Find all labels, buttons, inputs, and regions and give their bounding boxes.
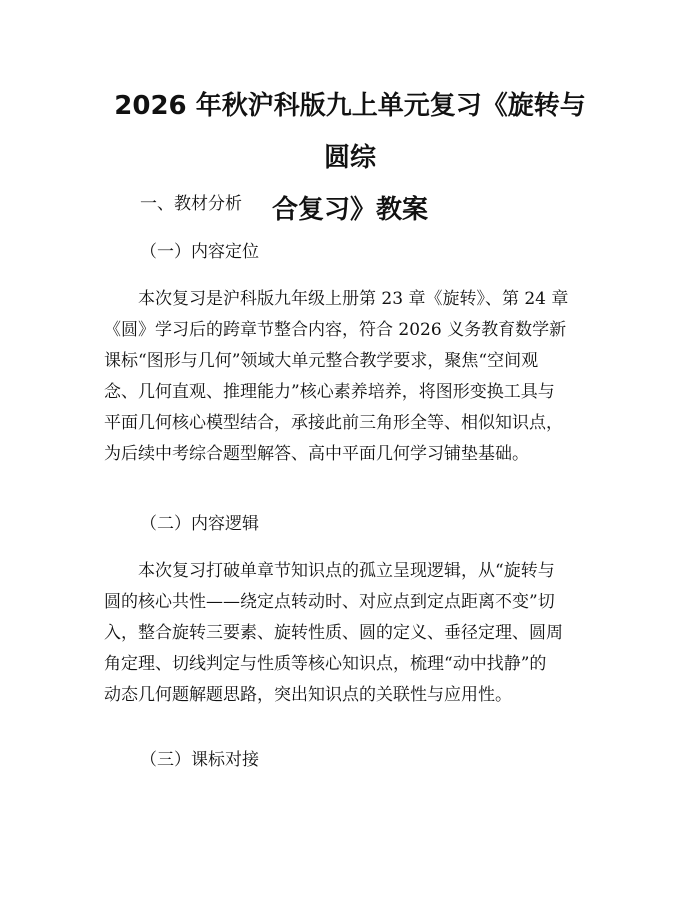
subsection-heading-content-logic: （二）内容逻辑 [140, 514, 259, 534]
paragraph-line: 本次复习是沪科版九年级上册第 23 章《旋转》、第 24 章 [138, 289, 569, 309]
subsection-heading-curriculum-alignment: （三）课标对接 [140, 750, 259, 770]
paragraph-content-positioning [104, 284, 596, 470]
paragraph-line: 入，整合旋转三要素、旋转性质、圆的定义、垂径定理、圆周 [104, 623, 563, 643]
paragraph-line: 圆的核心共性——绕定点转动时、对应点到定点距离不变”切 [104, 592, 555, 612]
subsection-heading-content-positioning: （一）内容定位 [140, 242, 259, 262]
paragraph-line: 《圆》学习后的跨章节整合内容，符合 2026 义务教育数学新 [104, 320, 567, 340]
paragraph-line: 角定理、切线判定与性质等核心知识点，梳理“动中找静”的 [104, 654, 547, 674]
title-line-1: 2026 年秋沪科版九上单元复习《旋转与圆综 [114, 91, 586, 173]
title-line-2: 合复习》教案 [271, 195, 428, 225]
paragraph-line: 课标“图形与几何”领域大单元整合教学要求，聚焦“空间观 [104, 351, 539, 371]
paragraph-line: 念、几何直观、推理能力”核心素养培养，将图形变换工具与 [104, 382, 555, 402]
paragraph-line: 为后续中考综合题型解答、高中平面几何学习铺垫基础。 [104, 444, 529, 464]
paragraph-line: 本次复习打破单章节知识点的孤立呈现逻辑，从“旋转与 [138, 561, 555, 581]
paragraph-line: 动态几何题解题思路，突出知识点的关联性与应用性。 [104, 685, 512, 705]
section-heading-textbook-analysis: 一、教材分析 [140, 194, 242, 214]
paragraph-line: 平面几何核心模型结合，承接此前三角形全等、相似知识点， [104, 413, 563, 433]
paragraph-content-logic [104, 556, 596, 711]
